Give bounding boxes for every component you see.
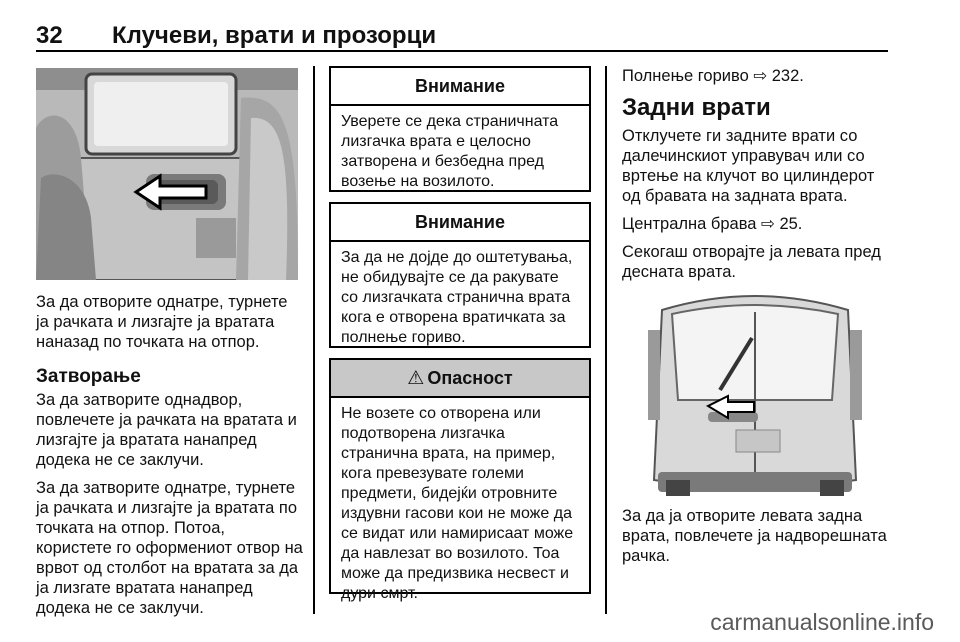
page-number: 32 (36, 22, 63, 49)
page-header (36, 22, 888, 52)
fuel-reference: Полнење гориво ⇨ 232. (622, 67, 804, 85)
notice-title: Внимание (331, 204, 589, 242)
notice-fuel-flap (329, 202, 591, 348)
notice-text: Уверете се дека страничната лизгачка врата е целосно затворена и безбедна пред возење на возилото. (341, 113, 559, 190)
right-column-text (622, 66, 890, 290)
notice-title: Внимание (331, 68, 589, 106)
door-open-caption: За да отворите однатре, турнете ја рачката и лизгајте ја вратата наназад по точката на отпор. (36, 293, 288, 351)
rear-door-caption: За да ја отворите левата задна врата, повлечете ја надворешната рачка. (622, 507, 887, 565)
rear-doors-heading: Задни врати (622, 94, 771, 121)
left-column-text (36, 292, 304, 626)
danger-text: Не возете со отворена или подотворена лизгачка странична врата, на пример, кога превезувате големи предмети, бидејќи отровните издувни гасови кои не може да се видат или намирисаат може да навлезат во возилото. Тоа може да предизвика несвест и дури смрт. (341, 405, 574, 602)
rear-unlock-paragraph: Отклучете ги задните врати со далечинскиот управувач или со вртење на клучот во цилиндерот од бравата на задната врата. (622, 127, 875, 205)
rear-door-illustration (648, 290, 862, 496)
chapter-title: Клучеви, врати и прозорци (112, 22, 437, 49)
danger-exhaust-gases (329, 358, 591, 602)
column-divider-right (605, 66, 607, 614)
header-rule (36, 50, 888, 52)
danger-title: Опасност (427, 367, 513, 388)
warning-triangle-icon: ⚠ (407, 367, 425, 389)
danger-title-row (331, 360, 589, 398)
closing-outside-paragraph: За да затворите однадвор, повлечете ја рачката на вратата и лизгајте ја вратата нанапред додека не се заклучи. (36, 391, 297, 469)
notice-sliding-door-closed (329, 66, 591, 192)
rear-door-caption-block (622, 506, 890, 574)
rear-open-order-paragraph: Секогаш отворајте ја левата пред десната врата. (622, 243, 881, 281)
closing-inside-paragraph: За да затворите однатре, турнете ја рачката и лизгајте ја вратата по точката на отпор. Потоа, користете го оформениот отвор на врвот од столбот на вратата за да ја лизгате вратата нанапред додека не се заклучи. (36, 479, 303, 617)
central-lock-reference: Централна брава ⇨ 25. (622, 215, 803, 233)
sliding-door-illustration (36, 68, 298, 280)
watermark: carmanualsonline.info (710, 609, 934, 635)
notice-text: За да не дојде до оштетувања, не обидувајте се да ракувате со лизгачката странична врата кога е отворена вратичката за полнење гориво. (341, 249, 573, 346)
column-divider-left (313, 66, 315, 614)
closing-heading: Затворање (36, 366, 141, 387)
